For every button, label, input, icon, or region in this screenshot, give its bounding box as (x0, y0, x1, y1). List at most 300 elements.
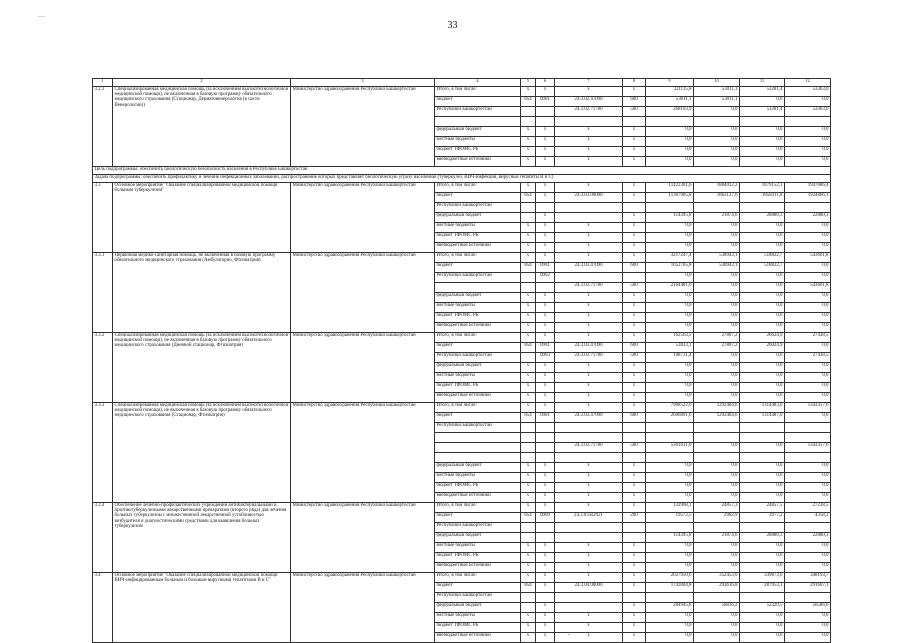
year-2021-cell: 0,0 (785, 127, 831, 137)
year-2020-cell: 0,0 (740, 97, 785, 107)
admin-code-cell: 854 (521, 263, 536, 273)
total-cell (646, 203, 694, 213)
section-code-cell: х (536, 583, 555, 593)
year-2021-cell (785, 203, 831, 213)
total-cell: 133968,1 (646, 503, 694, 513)
section-code-cell: 0901 (536, 343, 555, 353)
year-2019-cell: 0,0 (694, 283, 740, 293)
year-2019-cell: 0,0 (694, 613, 740, 623)
expense-type-cell: х (623, 193, 646, 203)
year-2021-cell: 27438,5 (785, 333, 831, 343)
total-cell: 1052765,8 (646, 263, 694, 273)
funding-source-cell: местные бюджеты (435, 137, 521, 147)
funding-source-cell: внебюджетные источники (435, 393, 521, 403)
year-2020-cell: 3977,2 (740, 513, 785, 523)
funding-source-cell: местные бюджеты (435, 543, 521, 553)
target-article-cell: х (555, 363, 623, 373)
year-2021-cell: 0,0 (785, 553, 831, 563)
target-article-cell: 24.3.02.47090 (555, 97, 623, 107)
admin-code-cell (521, 423, 536, 433)
admin-code-cell: х (521, 253, 536, 263)
year-2020-cell: 0,0 (740, 127, 785, 137)
expense-type-cell: х (623, 383, 646, 393)
target-article-cell (555, 117, 623, 127)
admin-code-cell (521, 603, 536, 613)
target-article-cell: х (555, 127, 623, 137)
measure-name-cell: Первичная медико-санитарная помощь, не включенная в базовую программу обязательного медицинского страхования (Амбулаторно, Фтизиатрия) (113, 253, 291, 333)
admin-code-cell: х (521, 623, 536, 633)
admin-code-cell: 854 (521, 193, 536, 203)
expense-type-cell: 600 (623, 413, 646, 423)
total-cell (646, 453, 694, 463)
year-2020-cell: 339873,6 (740, 573, 785, 583)
section-code-cell: 0901 (536, 413, 555, 423)
section-code-cell: х (536, 483, 555, 493)
year-2019-cell: 0,0 (694, 273, 740, 283)
admin-code-cell: х (521, 613, 536, 623)
target-article-cell (555, 203, 623, 213)
target-article-cell: х (555, 253, 623, 263)
year-2021-cell (785, 117, 831, 127)
admin-code-cell (521, 107, 536, 117)
target-article-cell: х (555, 483, 623, 493)
year-2020-cell (740, 523, 785, 533)
table-row (93, 253, 831, 263)
admin-code-cell (521, 593, 536, 603)
column-number-cell: 11 (740, 79, 785, 87)
measure-number-cell: 3.3.1 (93, 253, 113, 333)
admin-code-cell (521, 443, 536, 453)
expense-type-cell: 600 (623, 343, 646, 353)
total-cell: 108731,4 (646, 353, 694, 363)
expense-type-cell: х (623, 373, 646, 383)
year-2019-cell: 0,0 (694, 493, 740, 503)
funding-source-cell: местные бюджеты (435, 303, 521, 313)
funding-source-cell (435, 443, 521, 453)
total-cell: 0,0 (646, 273, 694, 283)
year-2021-cell: 56586,6 (785, 603, 831, 613)
total-cell: 0,0 (646, 157, 694, 167)
column-number-cell: 9 (646, 79, 694, 87)
section-code-cell: х (536, 573, 555, 583)
expense-type-cell (623, 453, 646, 463)
section-code-cell (536, 117, 555, 127)
year-2019-cell: 0,0 (694, 293, 740, 303)
target-article-cell: х (555, 493, 623, 503)
year-2020-cell: 0,0 (740, 463, 785, 473)
year-2019-cell: 0,0 (694, 147, 740, 157)
expense-type-cell: х (623, 137, 646, 147)
admin-code-cell: х (521, 333, 536, 343)
target-article-cell: х (555, 147, 623, 157)
year-2020-cell: 0,0 (740, 353, 785, 363)
year-2019-cell (694, 423, 740, 433)
funding-source-cell: бюджет (435, 193, 521, 203)
year-2019-cell: 538943,1 (694, 253, 740, 263)
budget-table-body (93, 79, 831, 643)
funding-source-cell: Итого, в том числе: (435, 333, 521, 343)
year-2021-cell: 0,0 (785, 473, 831, 483)
expense-type-cell (623, 273, 646, 283)
expense-type-cell (623, 433, 646, 443)
year-2021-cell (785, 433, 831, 443)
year-2021-cell: 0,0 (785, 363, 831, 373)
year-2020-cell: 1879152,1 (740, 183, 785, 193)
expense-type-cell: х (623, 493, 646, 503)
year-2019-cell: 0,0 (694, 483, 740, 493)
expense-type-cell: х (623, 553, 646, 563)
year-2019-cell: 0,0 (694, 323, 740, 333)
total-cell: 0,0 (646, 383, 694, 393)
year-2019-cell: 21874,6 (694, 533, 740, 543)
measure-number-cell: 3.3.4 (93, 503, 113, 573)
expense-type-cell: х (623, 253, 646, 263)
measure-name-cell: Специализированная медицинская помощь (за исключением высокотехнологичной медицинской помощи), не включенная в базовую программу обязательного медицинского страхования (Стационар, Фтизиатрия) (113, 403, 291, 503)
admin-code-cell: х (521, 573, 536, 583)
year-2020-cell: 0,0 (740, 303, 785, 313)
funding-source-cell (435, 283, 521, 293)
total-cell: 321115,8 (646, 87, 694, 97)
target-article-cell (555, 533, 623, 543)
total-cell (646, 117, 694, 127)
admin-code-cell: х (521, 633, 536, 643)
expense-type-cell: х (623, 157, 646, 167)
funding-source-cell: федеральный бюджет (435, 603, 521, 613)
expense-type-cell: х (623, 323, 646, 333)
year-2019-cell (694, 117, 740, 127)
total-cell: 114395,8 (646, 213, 694, 223)
year-2019-cell: 0,0 (694, 137, 740, 147)
year-2021-cell: 0,0 (785, 243, 831, 253)
section-code-cell: х (536, 223, 555, 233)
target-article-cell: х (555, 303, 623, 313)
target-article-cell: х (555, 563, 623, 573)
year-2019-cell: 0,0 (694, 473, 740, 483)
year-2020-cell: 53281,4 (740, 107, 785, 117)
total-cell: 0,0 (646, 543, 694, 553)
expense-type-cell (623, 117, 646, 127)
year-2019-cell: 0,0 (694, 353, 740, 363)
year-2019-cell: 0,0 (694, 553, 740, 563)
funding-source-cell: Республики Башкортостан (435, 593, 521, 603)
funding-source-cell: федеральный бюджет (435, 293, 521, 303)
total-cell: 53011,1 (646, 97, 694, 107)
admin-code-cell: 854 (521, 513, 536, 523)
admin-code-cell (521, 273, 536, 283)
target-article-cell (555, 433, 623, 443)
section-code-cell: х (536, 157, 555, 167)
executor-cell: Министерство здравоохранения Республики Башкортостан (291, 253, 435, 333)
expense-type-cell (623, 523, 646, 533)
expense-type-cell: х (623, 503, 646, 513)
year-2019-cell: 0,0 (694, 393, 740, 403)
year-2021-cell: 1343357,6 (785, 403, 831, 413)
total-cell: 19572,5 (646, 513, 694, 523)
target-article-cell: 24.3.03.71780 (555, 353, 623, 363)
section-code-cell: х (536, 137, 555, 147)
section-code-cell: х (536, 213, 555, 223)
year-2021-cell: 348193,7 (785, 573, 831, 583)
target-article-cell (555, 593, 623, 603)
funding-source-cell: внебюджетные источники (435, 563, 521, 573)
total-cell (646, 593, 694, 603)
column-number-cell: 5 (521, 79, 536, 87)
section-code-cell: х (536, 313, 555, 323)
admin-code-cell: х (521, 127, 536, 137)
column-number-cell: 6 (536, 79, 555, 87)
year-2020-cell: 0,0 (740, 563, 785, 573)
year-2020-cell: 1314487,0 (740, 413, 785, 423)
subprogram-task-row-text: Задача подпрограммы: обеспечить профилактику и лечение инфекционных заболеваний, распространение которых представляет биологическую угрозу населению (туберкулез, ВИЧ-инфекция, вирусные гепатиты В и С) (93, 175, 831, 183)
year-2021-cell: 0,0 (785, 157, 831, 167)
target-article-cell: х (555, 383, 623, 393)
total-cell: 0,0 (646, 633, 694, 643)
funding-source-cell: бюджет (435, 513, 521, 523)
year-2020-cell: 20880,3 (740, 213, 785, 223)
scan-mark: — (38, 12, 45, 20)
expense-type-cell: х (623, 403, 646, 413)
year-2019-cell: 0,0 (694, 633, 740, 643)
section-code-cell: 0902 (536, 273, 555, 283)
year-2019-cell: 0,0 (694, 223, 740, 233)
admin-code-cell: 854 (521, 413, 536, 423)
year-2021-cell: 543661,8 (785, 253, 831, 263)
admin-code-cell: х (521, 323, 536, 333)
year-2020-cell: 0,0 (740, 283, 785, 293)
funding-source-cell: Итого, в том числе: (435, 183, 521, 193)
admin-code-cell (521, 213, 536, 223)
year-2019-cell: 0,0 (694, 463, 740, 473)
total-cell: 0,0 (646, 293, 694, 303)
year-2019-cell (694, 593, 740, 603)
total-cell: 0,0 (646, 243, 694, 253)
year-2021-cell: 0,0 (785, 563, 831, 573)
admin-code-cell: х (521, 463, 536, 473)
section-code-cell (536, 283, 555, 293)
target-article-cell: х (555, 503, 623, 513)
total-cell: 2027950,6 (646, 573, 694, 583)
total-cell: 0,0 (646, 373, 694, 383)
target-article-cell: х (555, 223, 623, 233)
year-2020-cell: 518822,7 (740, 263, 785, 273)
target-article-cell: х (555, 403, 623, 413)
total-cell: 0,0 (646, 223, 694, 233)
year-2020-cell: 0,0 (740, 313, 785, 323)
section-code-cell: х (536, 473, 555, 483)
section-code-cell: х (536, 323, 555, 333)
admin-code-cell: х (521, 373, 536, 383)
funding-source-cell: Итого, в том числе: (435, 87, 521, 97)
section-code-cell (536, 203, 555, 213)
year-2019-cell (694, 453, 740, 463)
executor-cell: Министерство здравоохранения Республики Башкортостан (291, 503, 435, 573)
year-2020-cell: 0,0 (740, 633, 785, 643)
admin-code-cell: х (521, 223, 536, 233)
admin-code-cell: х (521, 553, 536, 563)
year-2021-cell (785, 593, 831, 603)
column-number-cell: 1 (93, 79, 113, 87)
expense-type-cell: 200 (623, 513, 646, 523)
year-2021-cell: 0,0 (785, 343, 831, 353)
year-2020-cell: 0,0 (740, 443, 785, 453)
year-2019-cell: 1862137,6 (694, 193, 740, 203)
year-2021-cell (785, 423, 831, 433)
section-code-cell: х (536, 253, 555, 263)
year-2021-cell: 0,0 (785, 233, 831, 243)
total-cell (646, 423, 694, 433)
section-code-cell: х (536, 383, 555, 393)
year-2020-cell: 0,0 (740, 323, 785, 333)
total-cell: 3217247,4 (646, 253, 694, 263)
year-2020-cell (740, 117, 785, 127)
section-code-cell: х (536, 147, 555, 157)
section-code-cell (536, 107, 555, 117)
year-2020-cell: 0,0 (740, 157, 785, 167)
column-number-cell: 2 (113, 79, 291, 87)
year-2021-cell: 1343357,6 (785, 443, 831, 453)
expense-type-cell: 500 (623, 107, 646, 117)
year-2021-cell: 22880,3 (785, 213, 831, 223)
funding-source-cell: внебюджетные источники (435, 157, 521, 167)
admin-code-cell (521, 203, 536, 213)
section-code-cell (536, 523, 555, 533)
target-article-cell: х (555, 137, 623, 147)
year-2021-cell: 4358,2 (785, 513, 831, 523)
expense-type-cell: х (623, 183, 646, 193)
year-2019-cell (694, 523, 740, 533)
funding-source-cell: Республики Башкортостан (435, 273, 521, 283)
year-2020-cell (740, 433, 785, 443)
year-2020-cell (740, 593, 785, 603)
target-article-cell: 24.3.02.71780 (555, 107, 623, 117)
year-2019-cell: 0,0 (694, 373, 740, 383)
year-2019-cell: 0,0 (694, 243, 740, 253)
target-article-cell: х (555, 243, 623, 253)
admin-code-cell: х (521, 233, 536, 243)
expense-type-cell: х (623, 313, 646, 323)
year-2021-cell: 53363,0 (785, 87, 831, 97)
page-number: 33 (447, 20, 458, 31)
year-2020-cell: 1858311,8 (740, 193, 785, 203)
expense-type-cell: 600 (623, 97, 646, 107)
target-article-cell: х (555, 233, 623, 243)
year-2020-cell: 0,0 (740, 543, 785, 553)
total-cell: 2164481,6 (646, 283, 694, 293)
section-code-cell: х (536, 183, 555, 193)
admin-code-cell: х (521, 503, 536, 513)
year-2020-cell: 287953,1 (740, 583, 785, 593)
year-2021-cell: 27438,5 (785, 353, 831, 363)
section-code-cell (536, 443, 555, 453)
year-2020-cell (740, 453, 785, 463)
admin-code-cell (521, 433, 536, 443)
year-2021-cell (785, 453, 831, 463)
table-row (93, 333, 831, 343)
year-2021-cell: 0,0 (785, 97, 831, 107)
expense-type-cell: х (623, 303, 646, 313)
year-2019-cell: 0,0 (694, 127, 740, 137)
funding-source-cell: бюджет ТФОМС РБ (435, 483, 521, 493)
measure-number-cell: 3.3.3 (93, 403, 113, 503)
year-2021-cell: 0,0 (785, 293, 831, 303)
executor-cell: Министерство здравоохранения Республики Башкортостан (291, 573, 435, 643)
funding-source-cell: бюджет (435, 413, 521, 423)
year-2020-cell: 0,0 (740, 553, 785, 563)
year-2021-cell: 543661,8 (785, 283, 831, 293)
section-code-cell (536, 533, 555, 543)
year-2020-cell: 0,0 (740, 483, 785, 493)
target-article-cell: х (555, 313, 623, 323)
year-2021-cell: 0,0 (785, 373, 831, 383)
expense-type-cell (623, 203, 646, 213)
year-2020-cell: 24857,5 (740, 503, 785, 513)
section-code-cell: х (536, 363, 555, 373)
funding-source-cell: местные бюджеты (435, 613, 521, 623)
target-article-cell: х (555, 633, 623, 643)
subprogram-task-row (93, 175, 831, 183)
funding-source-cell: федеральный бюджет (435, 127, 521, 137)
section-code-cell: х (536, 293, 555, 303)
year-2019-cell: 538943,1 (694, 263, 740, 273)
year-2021-cell: 0,0 (785, 263, 831, 273)
year-2019-cell: 27807,2 (694, 333, 740, 343)
target-article-cell: х (555, 463, 623, 473)
year-2019-cell: 0,0 (694, 443, 740, 453)
target-article-cell: х (555, 333, 623, 343)
year-2020-cell: 0,0 (740, 293, 785, 303)
admin-code-cell: х (521, 157, 536, 167)
funding-source-cell: внебюджетные источники (435, 243, 521, 253)
section-code-cell: х (536, 493, 555, 503)
expense-type-cell: х (623, 623, 646, 633)
expense-type-cell (623, 423, 646, 433)
year-2021-cell: 291607,1 (785, 583, 831, 593)
year-2019-cell: 53011,1 (694, 97, 740, 107)
target-article-cell: 24.3.03.R2021 (555, 513, 623, 523)
total-cell: 11422301,6 (646, 183, 694, 193)
year-2020-cell: 0,0 (740, 223, 785, 233)
year-2021-cell: 0,0 (785, 383, 831, 393)
year-2021-cell: 0,0 (785, 413, 831, 423)
year-2021-cell: 0,0 (785, 543, 831, 553)
column-number-cell: 3 (291, 79, 435, 87)
year-2021-cell: 0,0 (785, 483, 831, 493)
funding-source-cell: Республики Башкортостан (435, 203, 521, 213)
admin-code-cell: х (521, 147, 536, 157)
target-article-cell: х (555, 183, 623, 193)
year-2020-cell: 0,0 (740, 273, 785, 283)
year-2021-cell: 0,0 (785, 303, 831, 313)
expense-type-cell: х (623, 393, 646, 403)
year-2019-cell (694, 433, 740, 443)
funding-source-cell: внебюджетные источники (435, 323, 521, 333)
funding-source-cell: бюджет ТФОМС РБ (435, 233, 521, 243)
executor-cell: Министерство здравоохранения Республики Башкортостан (291, 183, 435, 253)
admin-code-cell (521, 117, 536, 127)
admin-code-cell: х (521, 563, 536, 573)
year-2021-cell: 27238,5 (785, 503, 831, 513)
year-2019-cell: 0,0 (694, 563, 740, 573)
year-2020-cell: 0,0 (740, 373, 785, 383)
year-2021-cell: 0,0 (785, 313, 831, 323)
year-2019-cell: 0,0 (694, 303, 740, 313)
total-cell: 0,0 (646, 233, 694, 243)
total-cell: 0,0 (646, 313, 694, 323)
total-cell: 0,0 (646, 127, 694, 137)
year-2021-cell: 22880,3 (785, 533, 831, 543)
target-article-cell (555, 453, 623, 463)
year-2019-cell: 27807,2 (694, 343, 740, 353)
